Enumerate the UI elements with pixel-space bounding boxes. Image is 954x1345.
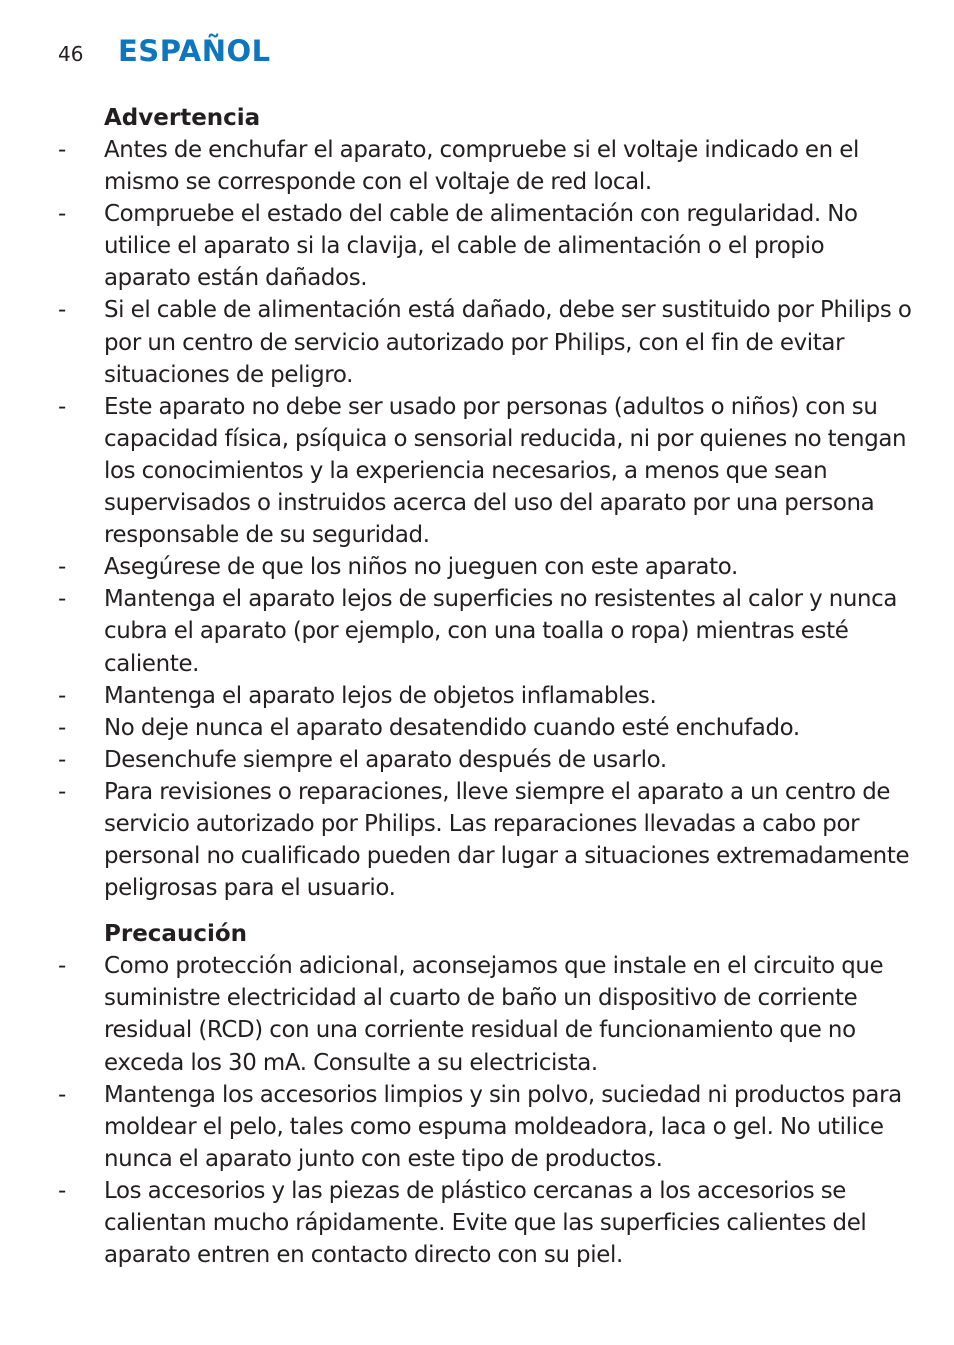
list-item (56, 551, 916, 583)
list-item (56, 712, 916, 744)
page-header (58, 34, 271, 68)
list-item (56, 198, 916, 294)
list-item (56, 776, 916, 904)
list-item-text: Si el cable de alimentación está dañado, debe ser sustituido por Philips o por un centro de servicio autorizado por Philips, con el fin de evitar situaciones de peligro. (104, 297, 912, 388)
bullet-dash: - (58, 586, 66, 613)
warning-list (56, 134, 916, 904)
list-item-text: Los accesorios y las piezas de plástico cercanas a los accesorios se calientan mucho rápidamente. Evite que las superficies calientes del aparato entren en contacto directo con su piel. (104, 1177, 867, 1269)
document-body (56, 102, 916, 1285)
list-item-text: Antes de enchufar el aparato, compruebe si el voltaje indicado en el mismo se corresponde con el voltaje de red local. (104, 137, 859, 196)
bullet-dash: - (58, 1177, 66, 1204)
bullet-dash: - (58, 714, 66, 741)
language-title: ESPAÑOL (118, 34, 271, 68)
list-item-text: Mantenga los accesorios limpios y sin polvo, suciedad ni productos para moldear el pelo, tales como espuma moldeadora, laca o gel. No utilice nunca el aparato junto con este tipo de productos. (104, 1081, 902, 1172)
list-item-text: No deje nunca el aparato desatendido cuando esté enchufado. (104, 714, 800, 741)
page-number: 46 (58, 42, 84, 66)
bullet-dash: - (58, 746, 66, 773)
caution-section (56, 918, 916, 1271)
list-item (56, 1079, 916, 1175)
list-item-text: Compruebe el estado del cable de alimentación con regularidad. No utilice el aparato si la clavija, el cable de alimentación o el propio aparato están dañados. (104, 201, 858, 292)
list-item (56, 744, 916, 776)
list-item-text: Asegúrese de que los niños no jueguen con este aparato. (104, 554, 738, 581)
list-item (56, 134, 916, 198)
list-item (56, 391, 916, 551)
list-item-text: Como protección adicional, aconsejamos que instale en el circuito que suministre electricidad al cuarto de baño un dispositivo de corriente residual (RCD) con una corriente residual de funcionamiento que no exceda los 30 mA. Consulte a su electricista. (104, 953, 884, 1076)
bullet-dash: - (58, 554, 66, 581)
list-item (56, 583, 916, 679)
warning-section (56, 102, 916, 904)
bullet-dash: - (58, 393, 66, 420)
bullet-dash: - (58, 778, 66, 805)
bullet-dash: - (58, 682, 66, 709)
list-item (56, 680, 916, 712)
section-heading: Precaución (104, 921, 248, 948)
bullet-dash: - (58, 201, 66, 228)
bullet-dash: - (58, 137, 66, 163)
list-item (56, 294, 916, 390)
list-item-text: Para revisiones o reparaciones, lleve siempre el aparato a un centro de servicio autorizado por Philips. Las reparaciones llevadas a cabo por personal no cualificado pueden dar lugar a situaciones extremadamente peligrosas para el usuario. (104, 778, 910, 902)
list-item (56, 950, 916, 1078)
caution-list (56, 950, 916, 1271)
bullet-dash: - (58, 953, 66, 980)
list-item (56, 1175, 916, 1271)
list-item-text: Este aparato no debe ser usado por personas (adultos o niños) con su capacidad física, psíquica o sensorial reducida, ni por quienes no tengan los conocimientos y la experiencia necesarios, a menos que sean supervisados o instruidos acerca del uso del aparato por una persona responsable de su seguridad. (104, 393, 907, 549)
bullet-dash: - (58, 297, 66, 324)
list-item-text: Desenchufe siempre el aparato después de usarlo. (104, 746, 667, 773)
section-heading: Advertencia (104, 105, 261, 131)
bullet-dash: - (58, 1081, 66, 1108)
list-item-text: Mantenga el aparato lejos de superficies no resistentes al calor y nunca cubra el aparato (por ejemplo, con una toalla o ropa) mientras esté caliente. (104, 586, 898, 677)
list-item-text: Mantenga el aparato lejos de objetos inflamables. (104, 682, 657, 709)
